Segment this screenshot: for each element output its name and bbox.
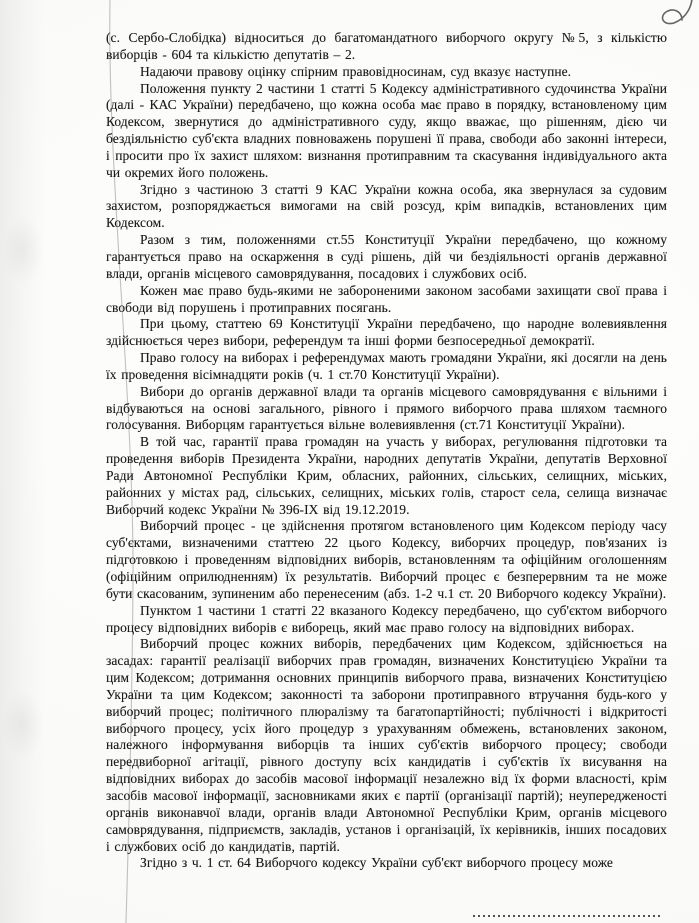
scan-smudge (2, 215, 44, 285)
scan-shadow (0, 0, 46, 923)
paragraph: Кожен має право будь-якими не забороненими законом засобами захищати свої права і свободи від порушень і протиправних посягань. (106, 282, 667, 315)
paragraph: Згідно з ч. 1 ст. 64 Виборчого кодексу України суб'єкт виборчого процесу може (140, 855, 613, 871)
paragraph: Вибори до органів державної влади та органів місцевого самоврядування є вільними і відбуваються на основі загального, рівного і прямого виборчого права шляхом таємного голосування. Виборцям гарантується вільне волевиявлення (ст.71 Конституції України). (106, 383, 667, 433)
paragraph: Виборчий процес кожних виборів, передбачених цим Кодексом, здійснюється на засадах: гарантії реалізації виборчих прав громадян, визначених Конституцією України та цим Кодексом; дотримання основних принципів виборчого права, визначених Конституцією України та цим Кодексом; законності та заборони протиправного втручання будь-кого у виборчий процес; політичного плюралізму та багатопартійності; публічності і відкритості виборчого процесу, усіх його процедур з урахуванням обмежень, встановлених законом, належного інформування виборців та інших суб'єктів виборчого процесу; свободи передвиборної агітації, рівного доступу всіх кандидатів і суб'єктів їх висування на відповідних виборах до засобів масової інформації незалежно від їх форми власності, крім засобів масової інформації, засновниками яких є партії (організації партій); неупередженості органів виконавчої влади, органів влади Автономної Республіки Крим, органів місцевого самоврядування, підприємств, закладів, установ і організацій, їх керівників, інших посадових і службових осіб до кандидатів, партій. (106, 636, 667, 854)
paragraph: В той час, гарантії права громадян на участь у виборах, регулювання підготовки та проведення виборів Президента України, народних депутатів України, депутатів Верховної Ради Автономної Республіки Крим, обласних, районних, сільських, селищних, міських, районних у містах рад, сільських, селищних, міських голів, старост села, селища визначає Виборчий кодекс України № 396-ІХ від 19.12.2019. (106, 434, 667, 517)
paragraph: Згідно з частиною 3 статті 9 КАС України кожна особа, яка звернулася за судовим захистом, розпоряджається вимогами на свій розсуд, крім випадків, встановлених цим Кодексом. (106, 181, 667, 231)
scan-noise-dots-icon (473, 915, 661, 917)
paragraph: Разом з тим, положеннями ст.55 Конституції України передбачено, що кожному гарантується право на оскарження в суді рішень, дій чи бездіяльності органів державної влади, органів місцевого самоврядування, посадових і службових осіб. (106, 232, 667, 281)
paragraph: (с. Сербо-Слобідка) відноситься до багатомандатного виборчого округу №5, з кількістю виборців - 604 та кількістю депутатів – 2. (106, 30, 667, 62)
scan-smudge (2, 690, 44, 760)
paragraph: Пунктом 1 частини 1 статті 22 вказаного Кодексу передбачено, що суб'єктом виборчого процесу відповідних виборів є виборець, який має право голосу на відповідних виборах. (106, 602, 667, 635)
paragraph: Виборчий процес - це здійснення протягом встановленого цим Кодексом періоду часу суб'єктами, визначеними статтею 22 цього Кодексу, виборчих процедур, пов'язаних із підготовкою і проведенням відповідних виборів, встановленням та офіційним оголошенням (офіційним оприлюдненням) їх результатів. Виборчий процес є безперервним та не може бути скасованим, зупиненим або перенесеним (абз. 1-2 ч.1 ст. 20 Виборчого кодексу України). (106, 518, 667, 601)
paragraph: При цьому, статтею 69 Конституції України передбачено, що народне волевиявлення здійснюється через вибори, референдум та інші форми безпосередньої демократії. (106, 316, 667, 349)
paragraph: Право голосу на виборах і референдумах мають громадяни України, які досягли на день їх проведення вісімнадцяти років (ч. 1 ст.70 Конституції України). (106, 350, 667, 382)
paragraph: Положення пункту 2 частини 1 статті 5 Кодексу адміністративного судочинства України (далі - КАС України) передбачено, що кожна особа має право в порядку, встановленому цим Кодексом, звернутися до адміністративного суду, якщо вважає, що рішенням, дією чи бездіяльністю суб'єкта владних повноважень порушені її права, свободи або законні інтереси, і просити про їх захист шляхом: визнання протиправним та скасування індивідуального акта чи окремих його положень. (106, 80, 667, 180)
paragraph: Надаючи правову оцінку спірним правовідносинам, суд вказує наступне. (140, 63, 572, 79)
document-body (106, 30, 667, 872)
